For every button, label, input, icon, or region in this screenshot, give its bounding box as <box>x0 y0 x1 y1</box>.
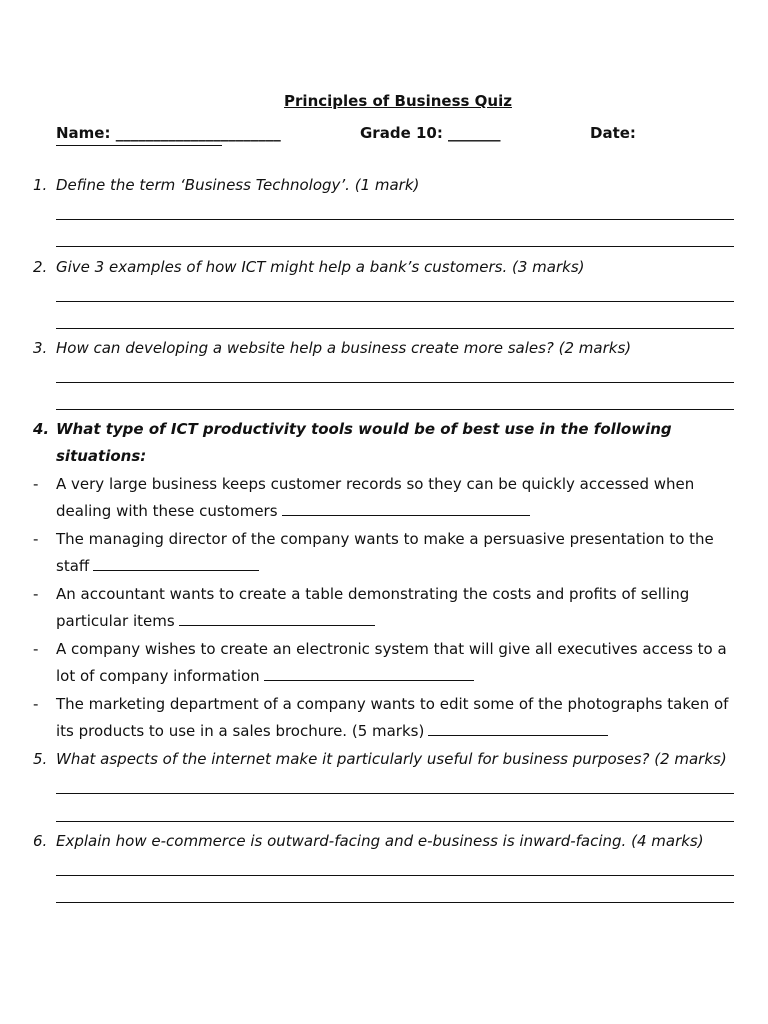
answer-line <box>56 219 734 220</box>
date-answer-line <box>56 145 222 146</box>
situation-text: A very large business keeps customer records so they can be quickly accessed when <box>56 475 695 493</box>
bullet-dash: - <box>33 530 39 548</box>
question-number: 3. <box>33 339 48 357</box>
answer-line <box>56 382 734 383</box>
question-2 <box>33 258 585 276</box>
situation-text: The marketing department of a company wants to edit some of the photographs taken of <box>56 695 729 713</box>
situation-text: its products to use in a sales brochure. (5 marks) <box>56 722 425 740</box>
question-text: How can developing a website help a business create more sales? (2 marks) <box>56 339 632 357</box>
answer-blank <box>179 611 375 626</box>
situation-text: dealing with these customers <box>56 502 278 520</box>
question-text: Define the term ‘Business Technology’. (1 mark) <box>56 176 420 194</box>
situation-text: The managing director of the company wants to make a persuasive presentation to the <box>56 530 714 548</box>
question-4-continuation: situations: <box>56 447 147 465</box>
answer-line <box>56 328 734 329</box>
situation-text: A company wishes to create an electronic system that will give all executives access to a <box>56 640 727 658</box>
bullet-dash: - <box>33 585 39 603</box>
answer-blank <box>282 501 530 516</box>
name-field-label: Name: ______________________ <box>56 124 281 142</box>
question-number: 5. <box>33 750 48 768</box>
question-number: 6. <box>33 832 48 850</box>
bullet-dash: - <box>33 640 39 658</box>
question-5 <box>33 750 727 768</box>
question-text: What type of ICT productivity tools would be of best use in the following <box>56 420 672 438</box>
bullet-dash: - <box>33 475 39 493</box>
answer-blank <box>264 666 474 681</box>
question-1 <box>33 176 419 194</box>
question-text: What aspects of the internet make it particularly useful for business purposes? (2 marks) <box>56 750 727 768</box>
date-field-label: Date: <box>590 124 636 142</box>
question-number: 4. <box>33 420 50 438</box>
situation-text: An accountant wants to create a table demonstrating the costs and profits of selling <box>56 585 690 603</box>
answer-blank <box>93 556 259 571</box>
question-number: 2. <box>33 258 48 276</box>
answer-line <box>56 409 734 410</box>
answer-line <box>56 875 734 876</box>
question-text: Explain how e-commerce is outward-facing and e-business is inward-facing. (4 marks) <box>56 832 704 850</box>
question-3 <box>33 339 631 357</box>
question-4 <box>33 420 672 438</box>
answer-line <box>56 821 734 822</box>
answer-line <box>56 246 734 247</box>
situation-text: lot of company information <box>56 667 260 685</box>
grade-field-label: Grade 10: _______ <box>360 124 501 142</box>
situation-text: particular items <box>56 612 175 630</box>
bullet-dash: - <box>33 695 39 713</box>
answer-line <box>56 793 734 794</box>
situation-text: staff <box>56 557 90 575</box>
question-number: 1. <box>33 176 48 194</box>
quiz-title: Principles of Business Quiz <box>284 92 512 110</box>
question-6 <box>33 832 704 850</box>
answer-line <box>56 902 734 903</box>
answer-line <box>56 301 734 302</box>
answer-blank <box>428 721 608 736</box>
question-text: Give 3 examples of how ICT might help a bank’s customers. (3 marks) <box>56 258 585 276</box>
